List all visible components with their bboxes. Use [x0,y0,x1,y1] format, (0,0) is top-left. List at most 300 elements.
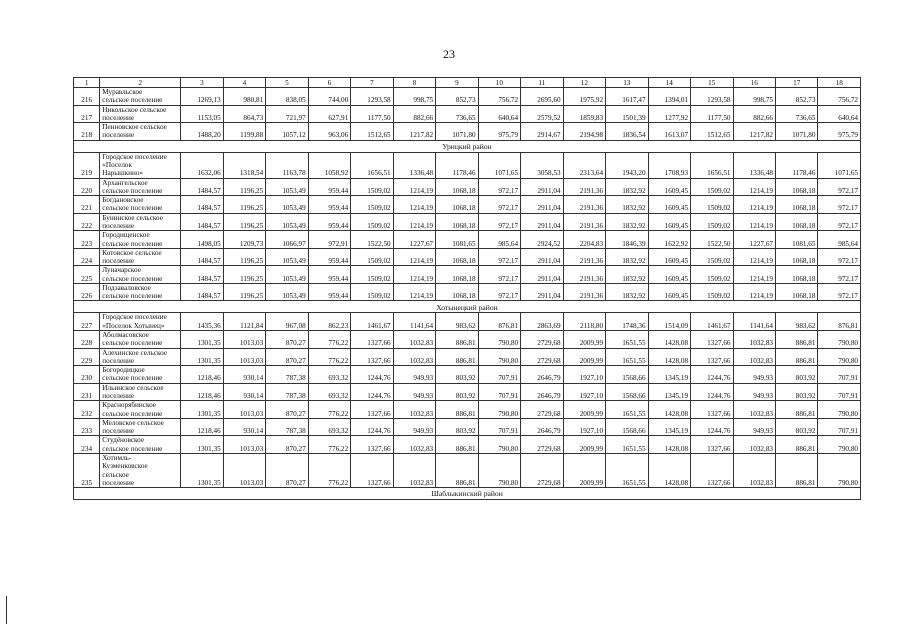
column-header: 2 [100,78,181,88]
value-cell: 1032,83 [733,436,775,454]
value-cell: 1068,18 [776,266,818,284]
value-cell: 1068,18 [776,283,818,301]
value-cell: 949,93 [733,366,775,384]
value-cell: 972,17 [818,196,861,214]
value-cell: 1068,18 [436,283,478,301]
value-cell: 1609,45 [648,266,690,284]
value-cell: 1509,02 [351,248,393,266]
value-cell: 790,80 [818,453,861,487]
value-cell: 790,80 [818,331,861,349]
value-cell: 1214,19 [393,213,435,231]
row-number: 225 [74,266,100,284]
value-cell: 1013,03 [223,331,265,349]
settlement-name-line: поселение [102,478,135,487]
value-cell: 886,81 [776,331,818,349]
value-cell: 1484,57 [181,213,223,231]
value-cell: 1066,97 [266,231,308,249]
value-cell: 707,91 [478,383,520,401]
settlement-name-line: поселение [102,392,135,400]
value-cell: 756,72 [818,88,861,106]
column-header: 4 [223,78,265,88]
value-cell: 1509,02 [691,283,733,301]
value-cell: 959,44 [308,213,350,231]
value-cell: 1748,36 [606,313,648,331]
section-row [74,488,861,500]
settlement-name-line: сельское поселение [102,409,163,418]
value-cell: 1218,46 [181,383,223,401]
column-header: 15 [691,78,733,88]
settlement-name-line: Хотимль- [102,453,132,462]
value-cell: 1509,02 [691,248,733,266]
value-cell: 1244,76 [351,418,393,436]
row-number: 219 [74,152,100,178]
value-cell: 1032,83 [393,348,435,366]
value-cell: 1484,57 [181,178,223,196]
column-header: 6 [308,78,350,88]
value-cell: 1196,25 [223,213,265,231]
value-cell: 1214,19 [733,213,775,231]
value-cell: 1512,65 [691,123,733,141]
settlement-name-line: Алехинское сельское [102,348,167,357]
value-cell: 983,62 [436,313,478,331]
table-row [74,453,861,487]
table-row [74,152,861,178]
value-cell: 1196,25 [223,196,265,214]
value-cell: 1178,46 [436,152,478,178]
value-cell: 803,92 [776,418,818,436]
value-cell: 1163,78 [266,152,308,178]
value-cell: 864,73 [223,105,265,123]
value-cell: 1632,06 [181,152,223,178]
settlement-name [100,418,181,436]
value-cell: 1509,02 [351,196,393,214]
value-cell: 2863,69 [521,313,563,331]
value-cell: 1301,35 [181,348,223,366]
value-cell: 1509,02 [691,213,733,231]
value-cell: 2191,36 [563,178,605,196]
value-cell: 1509,02 [691,178,733,196]
value-cell: 1301,35 [181,331,223,349]
value-cell: 959,44 [308,283,350,301]
value-cell: 972,91 [308,231,350,249]
settlement-name-line: поселение [102,356,135,365]
value-cell: 1568,66 [606,383,648,401]
value-cell: 2191,36 [563,196,605,214]
value-cell: 787,38 [266,383,308,401]
value-cell: 790,80 [478,453,520,487]
value-cell: 1484,57 [181,283,223,301]
table-row [74,348,861,366]
row-number: 226 [74,283,100,301]
value-cell: 1218,46 [181,418,223,436]
value-cell: 2191,36 [563,248,605,266]
value-cell: 1846,39 [606,231,648,249]
value-cell: 1214,19 [393,178,435,196]
value-cell: 2911,04 [521,266,563,284]
value-cell: 1032,83 [393,453,435,487]
tariff-table [73,77,861,500]
value-cell: 1057,12 [266,123,308,141]
value-cell: 959,44 [308,178,350,196]
settlement-name-line: Никольское сельское [102,105,167,114]
value-cell: 776,22 [308,453,350,487]
value-cell: 1196,25 [223,178,265,196]
value-cell: 1428,08 [648,436,690,454]
value-cell: 1428,08 [648,331,690,349]
value-cell: 975,79 [818,123,861,141]
value-cell: 886,81 [436,331,478,349]
value-cell: 1512,65 [351,123,393,141]
value-cell: 1177,50 [351,105,393,123]
value-cell: 1345,19 [648,383,690,401]
value-cell: 1509,02 [351,178,393,196]
column-header: 14 [648,78,690,88]
value-cell: 790,80 [478,436,520,454]
value-cell: 1832,92 [606,266,648,284]
settlement-name-line: сельское поселение [102,96,163,105]
settlement-name-line: Меловское сельское [102,418,164,427]
settlement-name [100,401,181,419]
value-cell: 2009,99 [563,348,605,366]
table-row [74,418,861,436]
value-cell: 1071,80 [776,123,818,141]
value-cell: 1832,92 [606,196,648,214]
value-cell: 1609,45 [648,196,690,214]
value-cell: 1214,19 [393,283,435,301]
value-cell: 1622,92 [648,231,690,249]
value-cell: 1514,09 [648,313,690,331]
value-cell: 886,81 [436,348,478,366]
row-number: 228 [74,331,100,349]
value-cell: 1068,18 [436,196,478,214]
value-cell: 998,75 [393,88,435,106]
value-cell: 736,65 [776,105,818,123]
value-cell: 985,64 [818,231,861,249]
value-cell: 1651,55 [606,348,648,366]
value-cell: 972,17 [818,266,861,284]
settlement-name-line: Котовское сельское [102,248,162,257]
section-title: Урицкий район [74,140,861,152]
value-cell: 949,93 [393,418,435,436]
value-cell: 1484,57 [181,248,223,266]
value-cell: 972,17 [478,178,520,196]
value-cell: 1484,57 [181,196,223,214]
value-cell: 2009,99 [563,436,605,454]
value-cell: 1832,92 [606,213,648,231]
value-cell: 1927,10 [563,366,605,384]
value-cell: 1832,92 [606,248,648,266]
value-cell: 949,93 [733,418,775,436]
value-cell: 790,80 [478,331,520,349]
value-cell: 1327,66 [691,348,733,366]
settlement-name [100,283,181,301]
value-cell: 1609,45 [648,283,690,301]
value-cell: 1032,83 [393,331,435,349]
value-cell: 1509,02 [351,213,393,231]
value-cell: 707,91 [478,366,520,384]
value-cell: 1177,50 [691,105,733,123]
table-row [74,88,861,106]
settlement-name [100,213,181,231]
value-cell: 1013,03 [223,348,265,366]
value-cell: 959,44 [308,196,350,214]
value-cell: 972,17 [478,266,520,284]
header-row [74,78,861,88]
value-cell: 1214,19 [393,266,435,284]
value-cell: 1214,19 [733,178,775,196]
settlement-name-line: сельское поселение [102,444,163,453]
value-cell: 967,08 [266,313,308,331]
value-cell: 2118,80 [563,313,605,331]
value-cell: 886,81 [776,453,818,487]
table-row [74,196,861,214]
value-cell: 1836,54 [606,123,648,141]
settlement-name-line: сельское поселение [102,186,163,195]
value-cell: 2695,60 [521,88,563,106]
settlement-name-line: «Поселок [102,160,132,169]
value-cell: 972,17 [818,213,861,231]
value-cell: 1068,18 [776,196,818,214]
value-cell: 803,92 [436,418,478,436]
value-cell: 693,32 [308,366,350,384]
value-cell: 1498,05 [181,231,223,249]
value-cell: 1013,03 [223,401,265,419]
value-cell: 876,81 [818,313,861,331]
value-cell: 1345,19 [648,418,690,436]
value-cell: 1522,50 [691,231,733,249]
value-cell: 787,38 [266,366,308,384]
value-cell: 1214,19 [393,248,435,266]
settlement-name [100,178,181,196]
table-row [74,105,861,123]
value-cell: 949,93 [393,383,435,401]
value-cell: 930,14 [223,366,265,384]
value-cell: 1199,88 [223,123,265,141]
settlement-name-line: Архангельское [102,178,148,187]
value-cell: 972,17 [818,178,861,196]
settlement-name-line: Краснорябинское [102,401,156,410]
value-cell: 1214,19 [733,248,775,266]
value-cell: 2911,04 [521,283,563,301]
value-cell: 1053,49 [266,213,308,231]
settlement-name-line: «Поселок Хотынец» [102,321,165,330]
value-cell: 1708,93 [648,152,690,178]
value-cell: 736,65 [436,105,478,123]
value-cell: 1196,25 [223,248,265,266]
value-cell: 3058,53 [521,152,563,178]
row-number: 232 [74,401,100,419]
value-cell: 1651,55 [606,436,648,454]
value-cell: 2646,79 [521,383,563,401]
value-cell: 1277,92 [648,105,690,123]
value-cell: 1293,58 [351,88,393,106]
settlement-name-line: Городищенское [102,231,150,240]
value-cell: 1975,92 [563,88,605,106]
table-row [74,266,861,284]
value-cell: 1013,03 [223,436,265,454]
value-cell: 803,92 [436,366,478,384]
value-cell: 1327,66 [691,436,733,454]
value-cell: 2729,68 [521,401,563,419]
value-cell: 1656,51 [691,152,733,178]
value-cell: 1484,57 [181,266,223,284]
value-cell: 1327,66 [691,453,733,487]
row-number: 218 [74,123,100,141]
settlement-name-line: Богдановское [102,196,144,205]
value-cell: 790,80 [818,436,861,454]
value-cell: 2191,36 [563,266,605,284]
settlement-name-line: Бунинское сельское [102,213,163,222]
value-cell: 870,27 [266,348,308,366]
table-row [74,313,861,331]
value-cell: 2191,36 [563,283,605,301]
value-cell: 2911,04 [521,196,563,214]
value-cell: 640,64 [818,105,861,123]
value-cell: 1301,35 [181,401,223,419]
value-cell: 1336,48 [733,152,775,178]
value-cell: 1327,66 [691,331,733,349]
row-number: 227 [74,313,100,331]
value-cell: 2191,36 [563,213,605,231]
value-cell: 693,32 [308,383,350,401]
value-cell: 1568,66 [606,366,648,384]
value-cell: 1218,46 [181,366,223,384]
settlement-name-line: сельское [102,470,129,479]
settlement-name-line: поселение [102,131,135,140]
value-cell: 776,22 [308,348,350,366]
value-cell: 2204,83 [563,231,605,249]
value-cell: 2646,79 [521,418,563,436]
value-cell: 1153,05 [181,105,223,123]
value-cell: 776,22 [308,331,350,349]
settlement-name-line: Студёновское [102,436,145,445]
value-cell: 1068,18 [436,178,478,196]
row-number: 217 [74,105,100,123]
value-cell: 2911,04 [521,248,563,266]
value-cell: 886,81 [436,436,478,454]
value-cell: 790,80 [818,401,861,419]
value-cell: 972,17 [478,213,520,231]
column-header: 7 [351,78,393,88]
value-cell: 972,17 [478,248,520,266]
value-cell: 1269,13 [181,88,223,106]
section-row [74,140,861,152]
value-cell: 1053,49 [266,283,308,301]
row-number: 229 [74,348,100,366]
value-cell: 1428,08 [648,453,690,487]
value-cell: 870,27 [266,331,308,349]
section-title: Шаблыкинский район [74,488,861,500]
value-cell: 2924,52 [521,231,563,249]
value-cell: 930,14 [223,383,265,401]
value-cell: 1318,54 [223,152,265,178]
settlement-name-line: сельское поселение [102,374,163,383]
value-cell: 1214,19 [733,266,775,284]
value-cell: 972,17 [478,283,520,301]
value-cell: 1068,18 [776,248,818,266]
value-cell: 2911,04 [521,213,563,231]
settlement-name-line: Аболмасовское [102,331,149,340]
value-cell: 1032,83 [393,401,435,419]
value-cell: 870,27 [266,401,308,419]
column-header: 16 [733,78,775,88]
value-cell: 1609,45 [648,178,690,196]
value-cell: 985,64 [478,231,520,249]
row-number: 223 [74,231,100,249]
settlement-name [100,313,181,331]
value-cell: 1053,49 [266,266,308,284]
value-cell: 803,92 [776,366,818,384]
value-cell: 1327,66 [351,436,393,454]
value-cell: 972,17 [478,196,520,214]
table-row [74,436,861,454]
value-cell: 1651,55 [606,453,648,487]
settlement-name [100,248,181,266]
value-cell: 1394,01 [648,88,690,106]
column-header: 8 [393,78,435,88]
scan-margin-mark [6,596,7,624]
value-cell: 1071,65 [478,152,520,178]
value-cell: 1209,73 [223,231,265,249]
value-cell: 882,66 [733,105,775,123]
value-cell: 1244,76 [351,366,393,384]
value-cell: 1301,35 [181,453,223,487]
value-cell: 998,75 [733,88,775,106]
value-cell: 1068,18 [436,213,478,231]
table-row [74,231,861,249]
value-cell: 1141,64 [733,313,775,331]
value-cell: 1244,76 [351,383,393,401]
settlement-name-line: поселение [102,113,135,122]
column-header: 12 [563,78,605,88]
value-cell: 1032,83 [733,453,775,487]
table-row [74,401,861,419]
value-cell: 776,22 [308,401,350,419]
value-cell: 2729,68 [521,331,563,349]
value-cell: 886,81 [436,401,478,419]
value-cell: 1053,49 [266,178,308,196]
settlement-name-line: Луначарское [102,266,141,275]
value-cell: 803,92 [776,383,818,401]
value-cell: 627,91 [308,105,350,123]
settlement-name-line: поселение [102,427,135,436]
table-row [74,366,861,384]
settlement-name-line: поселение [102,257,135,266]
value-cell: 959,44 [308,266,350,284]
settlement-name [100,88,181,106]
value-cell: 1327,66 [351,453,393,487]
row-number: 230 [74,366,100,384]
value-cell: 886,81 [776,348,818,366]
settlement-name-line: Кузменковское [102,462,148,471]
section-row [74,301,861,313]
value-cell: 803,92 [436,383,478,401]
value-cell: 1509,02 [351,266,393,284]
value-cell: 707,91 [818,366,861,384]
settlement-name [100,366,181,384]
value-cell: 1217,82 [733,123,775,141]
value-cell: 1081,65 [436,231,478,249]
value-cell: 787,38 [266,418,308,436]
settlement-name-line: Подзаваловское [102,283,151,292]
settlement-name [100,436,181,454]
row-number: 234 [74,436,100,454]
column-header: 3 [181,78,223,88]
row-number: 224 [74,248,100,266]
settlement-name [100,383,181,401]
value-cell: 776,22 [308,436,350,454]
page-number: 23 [443,47,455,61]
